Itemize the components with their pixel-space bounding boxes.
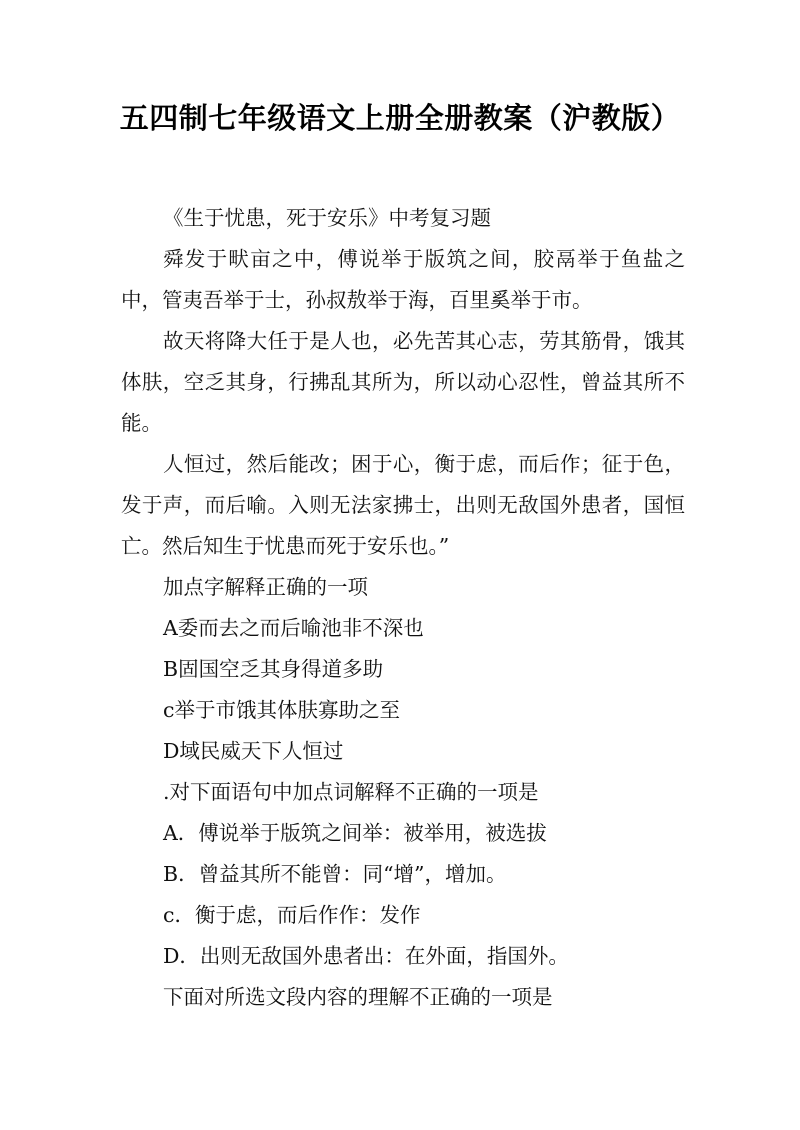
question-2-option-b: B．曾益其所不能曾：同“增”，增加。 bbox=[163, 862, 507, 886]
passage-paragraph-1: 舜发于畎亩之中，傅说举于版筑之间，胶鬲举于鱼盐之中，管夷吾举于士，孙叔敖举于海，百里奚举于市。 bbox=[121, 247, 685, 312]
passage-paragraph-2: 故天将降大任于是人也，必先苦其心志，劳其筋骨，饿其体肤，空乏其身，行拂乱其所为，所以动心忍性，曾益其所不能。 bbox=[121, 329, 685, 435]
question-1-prompt: 加点字解释正确的一项 bbox=[163, 575, 368, 599]
question-2-prompt: .对下面语句中加点词解释不正确的一项是 bbox=[163, 780, 539, 804]
section-heading: 《生于忧患，死于安乐》中考复习题 bbox=[163, 206, 491, 230]
question-2-option-a: A．傅说举于版筑之间举：被举用，被选拔 bbox=[163, 821, 547, 845]
document-title: 五四制七年级语文上册全册教案（沪教版） bbox=[119, 101, 681, 135]
question-1-option-b: B固国空乏其身得道多助 bbox=[163, 657, 384, 681]
passage-paragraph-3: 人恒过，然后能改；困于心，衡于虑，而后作；征于色，发于声，而后喻。入则无法家拂士，出则无敌国外患者，国恒亡。然后知生于忧患而死于安乐也。” bbox=[121, 452, 685, 558]
question-1-option-c: c举于市饿其体肤寡助之至 bbox=[163, 698, 400, 722]
document-body bbox=[121, 198, 685, 1018]
question-3-prompt: 下面对所选文段内容的理解不正确的一项是 bbox=[163, 985, 553, 1009]
question-1-option-a: A委而去之而后喻池非不深也 bbox=[163, 616, 424, 640]
question-2-option-c: c．衡于虑，而后作作：发作 bbox=[163, 903, 421, 927]
question-2-option-d: D．出则无敌国外患者出：在外面，指国外。 bbox=[163, 944, 569, 968]
question-1-option-d: D域民威天下人恒过 bbox=[163, 739, 344, 763]
